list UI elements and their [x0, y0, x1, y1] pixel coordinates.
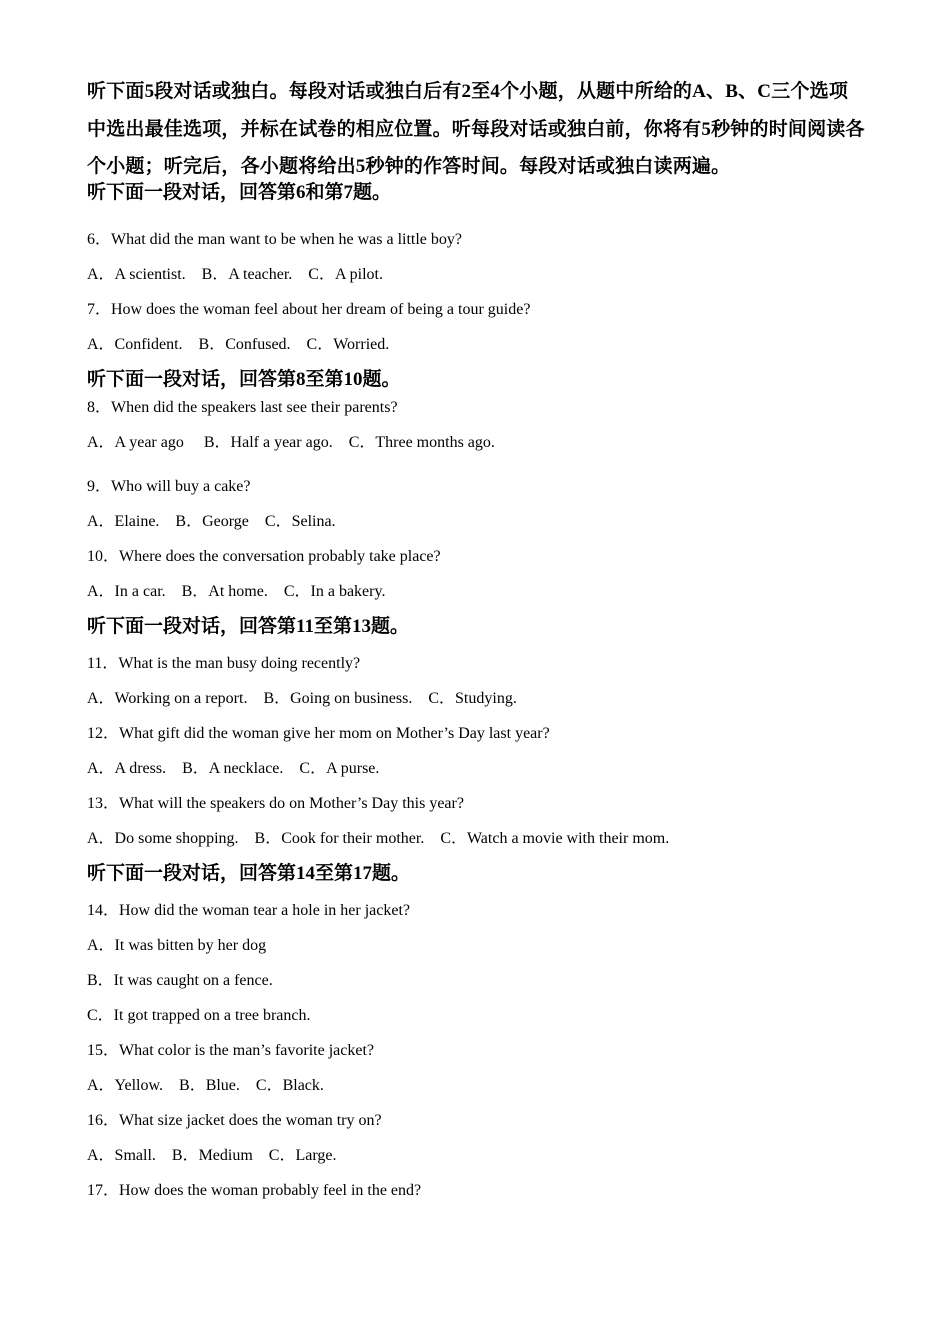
question-line: 11．What is the man busy doing recently?: [87, 655, 361, 672]
question-line: 16．What size jacket does the woman try on?: [87, 1112, 382, 1129]
answer-options: C．It got trapped on a tree branch.: [87, 1007, 311, 1024]
answer-options: A．A scientist. B．A teacher. C．A pilot.: [87, 266, 383, 283]
question-line: 6．What did the man want to be when he was a little boy?: [87, 231, 463, 248]
question-line: 12．What gift did the woman give her mom on Mother’s Day last year?: [87, 725, 550, 742]
section-heading: 听下面一段对话，回答第8至第10题。: [87, 369, 401, 390]
answer-options: A．Yellow. B．Blue. C．Black.: [87, 1077, 324, 1094]
question-line: 10．Where does the conversation probably take place?: [87, 548, 441, 565]
section-heading: 听下面一段对话，回答第14至第17题。: [87, 863, 411, 884]
answer-options: A．A year ago B．Half a year ago. C．Three months ago.: [87, 434, 495, 451]
question-line: 15．What color is the man’s favorite jacket?: [87, 1042, 375, 1059]
answer-options: A．Elaine. B．George C．Selina.: [87, 513, 336, 530]
section-heading: 听下面一段对话，回答第6和第7题。: [87, 182, 392, 203]
answer-options: A．Working on a report. B．Going on business. C．Studying.: [87, 690, 517, 707]
question-line: 8．When did the speakers last see their parents?: [87, 399, 398, 416]
answer-options: B．It was caught on a fence.: [87, 972, 273, 989]
answer-options: A．A dress. B．A necklace. C．A purse.: [87, 760, 380, 777]
question-line: 9．Who will buy a cake?: [87, 478, 251, 495]
question-line: 14．How did the woman tear a hole in her jacket?: [87, 902, 411, 919]
answer-options: A．It was bitten by her dog: [87, 937, 267, 954]
answer-options: A．Confident. B．Confused. C．Worried.: [87, 336, 390, 353]
question-line: 13．What will the speakers do on Mother’s Day this year?: [87, 795, 464, 812]
answer-options: A．Do some shopping. B．Cook for their mother. C．Watch a movie with their mom.: [87, 830, 670, 847]
question-line: 7．How does the woman feel about her dream of being a tour guide?: [87, 301, 531, 318]
answer-options: A．In a car. B．At home. C．In a bakery.: [87, 583, 386, 600]
question-line: 17．How does the woman probably feel in the end?: [87, 1182, 422, 1199]
answer-options: A．Small. B．Medium C．Large.: [87, 1147, 337, 1164]
section-heading: 听下面一段对话，回答第11至第13题。: [87, 616, 409, 637]
section-instructions: 听下面5段对话或独白。每段对话或独白后有2至4个小题，从题中所给的A、B、C三个选项中选出最佳选项，并标在试卷的相应位置。听每段对话或独白前，你将有5秒钟的时间阅读各个小题；听完后，各小题将给出5秒钟的作答时间。每段对话或独白读两遍。: [87, 81, 865, 177]
